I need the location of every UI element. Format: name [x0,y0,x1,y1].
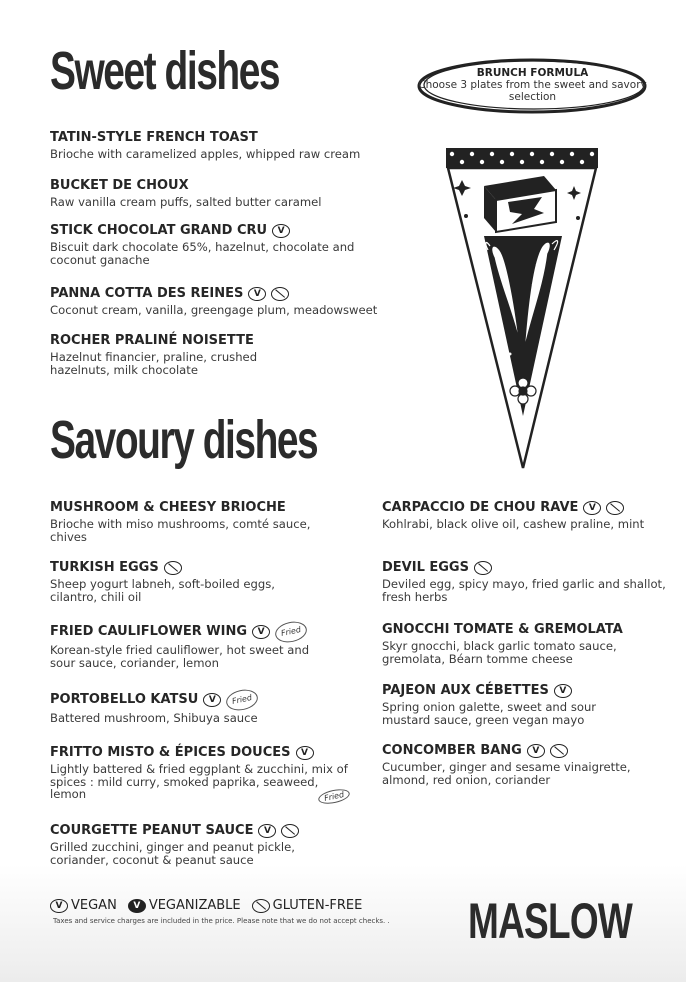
fried-tag: Fried [317,787,351,806]
brunch-formula-badge [416,57,649,115]
menu-item [382,683,642,726]
item-desc: Brioche with miso mushrooms, comté sauce, chives [50,517,311,544]
dietary-legend [50,898,370,913]
item-desc: Battered mushroom, Shibuya sauce [50,711,258,725]
legend-veganizable: VEGANIZABLE [148,898,241,913]
item-desc: Skyr gnocchi, black garlic tomato sauce, gremolata, Béarn tomme cheese [382,639,617,666]
gluten-free-icon [606,501,624,515]
item-name [50,745,350,761]
item-name-text: PORTOBELLO KATSU [50,692,199,707]
item-desc: Spring onion galette, sweet and sour mustard sauce, green vegan mayo [382,700,597,727]
pennant-carrot-illustration-icon [444,146,600,471]
menu-item [50,500,320,543]
item-desc: Hazelnut financier, praline, crushed hazelnuts, milk chocolate [50,350,258,377]
item-desc: Korean-style fried cauliflower, hot sweet and sour sauce, coriander, lemon [50,643,310,670]
gluten-free-icon [164,561,182,575]
menu-item [50,560,320,603]
item-name [382,683,642,699]
tax-note: Taxes and service charges are included in the price. Please note that we do not accept checks. . [53,917,390,925]
item-name: GNOCCHI TOMATE & GREMOLATA [382,622,623,637]
item-name [50,286,377,302]
item-name: ROCHER PRALINÉ NOISETTE [50,333,254,348]
item-name [50,560,320,576]
vegan-icon: V [527,744,545,758]
item-name-text: STICK CHOCOLAT GRAND CRU [50,223,268,238]
menu-item [50,223,370,266]
fried-tag: Fried [225,687,261,713]
menu-item [382,622,667,665]
item-desc: Sheep yogurt labneh, soft-boiled eggs, cilantro, chili oil [50,577,275,604]
item-name-text: FRITTO MISTO & ÉPICES DOUCES [50,745,291,760]
menu-item [50,690,325,725]
menu-item [50,333,300,376]
brunch-title: BRUNCH FORMULA [476,67,589,79]
item-name-text: TURKISH EGGS [50,560,159,575]
item-name [382,743,667,759]
item-name-text: DEVIL EGGS [382,560,469,575]
item-name [50,690,325,710]
item-desc: Grilled zucchini, ginger and peanut pickle, coriander, coconut & peanut sauce [50,840,295,867]
maslow-logo: MASLOW [468,893,633,949]
item-name [50,823,340,839]
vegan-icon: V [50,899,68,913]
item-name [382,500,667,516]
vegan-icon: V [203,693,221,707]
vegan-icon: V [252,625,270,639]
item-desc: Kohlrabi, black olive oil, cashew praline, mint [382,517,645,531]
item-desc: Lightly battered & fried eggplant & zucchini, mix of spices : mild curry, smoked paprika, seaweed, lemon [50,762,348,801]
sweet-dishes-title: Sweet dishes [50,41,280,101]
gluten-free-icon [252,899,270,913]
item-name: BUCKET DE CHOUX [50,178,189,193]
item-name-text: COURGETTE PEANUT SAUCE [50,823,254,838]
veganizable-icon: V [128,899,146,913]
item-desc: Deviled egg, spicy mayo, fried garlic and shallot, fresh herbs [382,577,666,604]
menu-item [50,622,325,669]
gluten-free-icon [474,561,492,575]
legend-vegan: VEGAN [71,898,117,913]
menu-item [50,130,360,161]
vegan-icon: V [296,746,314,760]
gluten-free-icon [281,824,299,838]
menu-item [50,286,377,317]
vegan-icon: V [554,684,572,698]
item-name-text: CONCOMBER BANG [382,743,522,758]
item-desc: Biscuit dark chocolate 65%, hazelnut, chocolate and coconut ganache [50,240,355,267]
item-name [382,560,667,576]
vegan-icon: V [248,287,266,301]
item-desc: Raw vanilla cream puffs, salted butter caramel [50,195,322,209]
item-name: TATIN-STYLE FRENCH TOAST [50,130,258,145]
gluten-free-icon [271,287,289,301]
item-name-text: FRIED CAULIFLOWER WING [50,624,248,639]
vegan-icon: V [272,224,290,238]
vegan-icon: V [258,824,276,838]
item-desc: Coconut cream, vanilla, greengage plum, meadowsweet [50,303,378,317]
menu-item [382,500,667,531]
item-name-text: PAJEON AUX CÉBETTES [382,683,549,698]
menu-item [382,560,667,603]
item-name: MUSHROOM & CHEESY BRIOCHE [50,500,286,515]
menu-item [382,743,667,786]
brunch-desc: Choose 3 plates from the sweet and savory selection [418,79,647,103]
item-name [50,622,325,642]
savoury-dishes-title: Savoury dishes [50,410,318,470]
menu-item [50,178,322,209]
item-name-text: PANNA COTTA DES REINES [50,286,244,301]
vegan-icon: V [583,501,601,515]
item-name-text: CARPACCIO DE CHOU RAVE [382,500,579,515]
item-desc: Cucumber, ginger and sesame vinaigrette, almond, red onion, coriander [382,760,631,787]
menu-item [50,823,340,866]
gluten-free-icon [550,744,568,758]
item-name [50,223,370,239]
fried-tag: Fried [273,619,309,645]
menu-item [50,745,350,801]
legend-gluten-free: GLUTEN-FREE [272,898,363,913]
item-desc: Brioche with caramelized apples, whipped raw cream [50,147,361,161]
